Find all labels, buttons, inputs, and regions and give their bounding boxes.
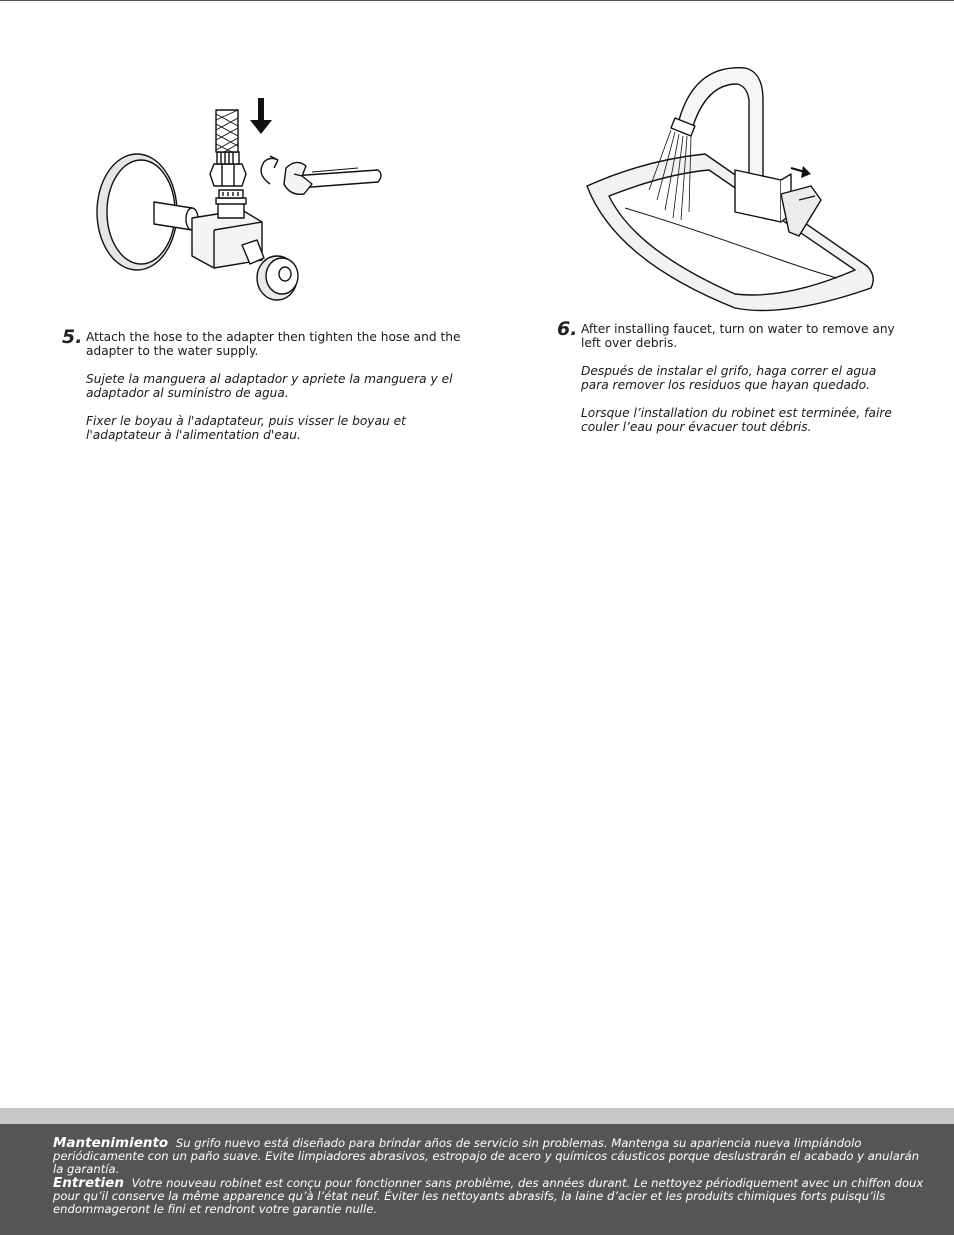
step-6-number: 6. xyxy=(557,318,578,340)
maintenance-french xyxy=(53,1177,933,1216)
maintenance-spanish-heading: Mantenimiento xyxy=(53,1135,169,1151)
maintenance-spanish xyxy=(53,1137,933,1176)
step-6-spanish: Después de instalar el grifo, haga correr el agua para remover los residuos que hayan quedado. xyxy=(581,364,877,392)
footer-band xyxy=(0,1108,954,1124)
step-6-french: Lorsque l’installation du robinet est terminée, faire couler l’eau pour évacuer tout débris. xyxy=(581,406,892,434)
maintenance-french-text: Votre nouveau robinet est conçu pour fonctionner sans problème, des années durant. Le nettoyez périodiquement avec un chiffon doux pour qu’il conserve la même apparence qu’à l’état neuf. Éviter les nettoyants abrasifs, la laine d’acier et les produits chimiques forts puisqu’ils endommageront le fini et rendront votre garantie nulle. xyxy=(53,1176,924,1216)
step-6 xyxy=(557,319,907,448)
faucet-sink-illustration xyxy=(585,50,885,320)
step-6-english: After installing faucet, turn on water to remove any left over debris. xyxy=(581,322,895,350)
step-5 xyxy=(62,327,472,456)
down-arrow-icon xyxy=(250,98,272,134)
step-5-number: 5. xyxy=(62,326,83,348)
maintenance-french-heading: Entretien xyxy=(53,1175,124,1191)
step-5-english: Attach the hose to the adapter then tighten the hose and the adapter to the water supply. xyxy=(86,330,461,358)
maintenance-footer xyxy=(0,1124,954,1235)
handle-arrow-icon xyxy=(791,166,811,178)
step-5-spanish: Sujete la manguera al adaptador y apriete la manguera y el adaptador al suministro de agua. xyxy=(86,372,453,400)
step-5-french: Fixer le boyau à l'adaptateur, puis visser le boyau et l'adaptateur à l'alimentation d'eau. xyxy=(86,414,406,442)
rotate-arrow-icon xyxy=(261,156,278,184)
top-rule xyxy=(0,0,954,1)
shutoff-valve-illustration xyxy=(92,90,392,310)
maintenance-spanish-text: Su grifo nuevo está diseñado para brindar años de servicio sin problemas. Mantenga su apariencia nueva limpiándolo periódicamente con un paño suave. Evite limpiadores abrasivos, estropajo de acero y químicos cáusticos porque deslustrarán el acabado y anularán la garantía. xyxy=(53,1136,920,1176)
